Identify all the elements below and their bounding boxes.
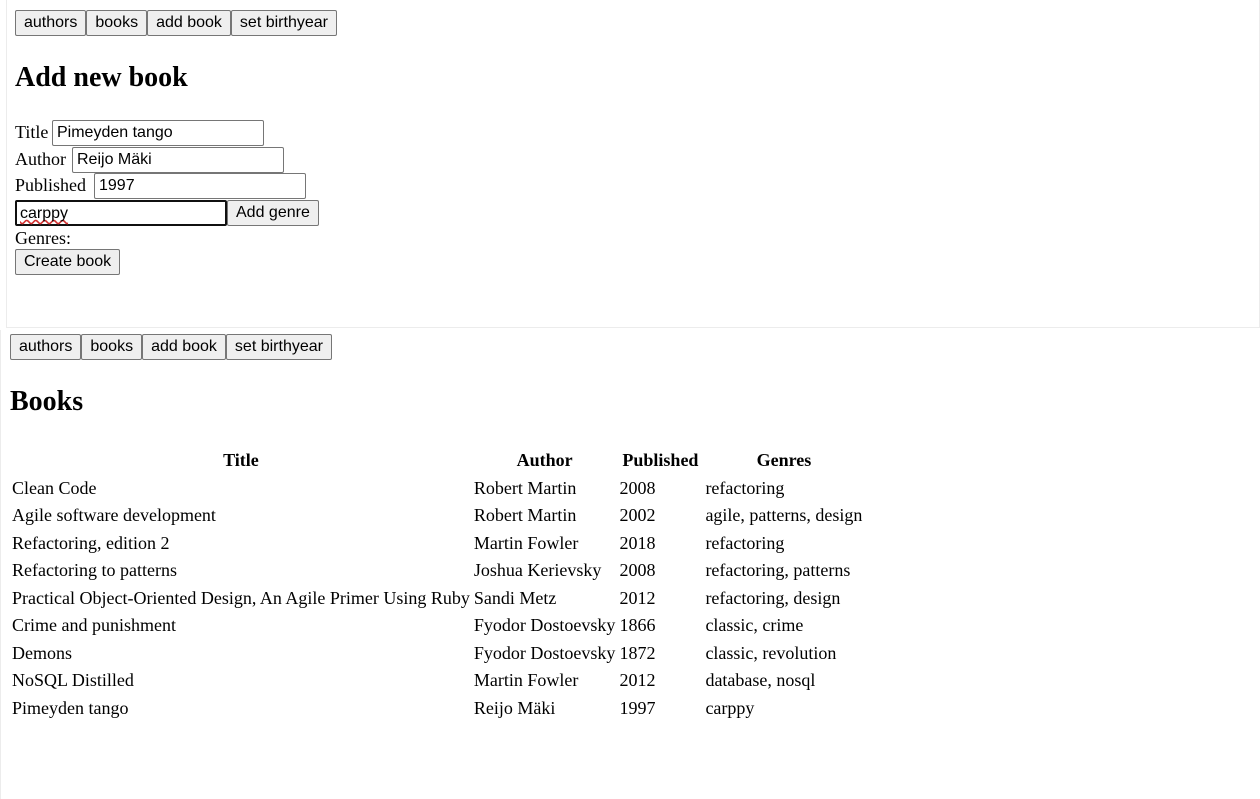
table-row (10, 639, 864, 667)
genre-input-text: carppy (20, 205, 69, 222)
book-author-cell: Fyodor Dostoevsky (473, 642, 616, 663)
nav-books-button[interactable]: books (86, 10, 147, 36)
book-author-cell: Robert Martin (473, 505, 577, 526)
book-author-cell: Sandi Metz (473, 587, 557, 608)
book-published-cell: 2008 (619, 560, 656, 581)
column-header-genres: Genres (756, 450, 812, 470)
top-nav (15, 10, 337, 36)
book-title-cell: Pimeyden tango (12, 697, 129, 718)
book-title-cell: Agile software development (12, 505, 216, 526)
table-row (10, 667, 864, 695)
book-genres-cell: database, nosql (705, 670, 816, 691)
published-label: Published (15, 175, 87, 195)
title-input[interactable] (52, 120, 264, 146)
table-row (10, 529, 864, 557)
nav-set-birthyear-button[interactable]: set birthyear (231, 10, 337, 36)
books-title: Books (10, 386, 84, 417)
title-label: Title (15, 122, 49, 142)
book-author-cell: Robert Martin (473, 477, 577, 498)
genres-label: Genres: (15, 228, 71, 248)
nav-authors-button[interactable]: authors (15, 10, 86, 36)
table-row (10, 584, 864, 612)
book-published-cell: 1997 (619, 697, 656, 718)
column-header-title: Title (223, 450, 259, 470)
book-published-cell: 1866 (619, 615, 656, 636)
nav-add-book-button[interactable]: add book (142, 334, 226, 360)
book-genres-cell: agile, patterns, design (705, 505, 863, 526)
book-title-cell: Refactoring, edition 2 (12, 532, 170, 553)
column-header-published: Published (622, 450, 699, 470)
book-author-cell: Martin Fowler (473, 670, 579, 691)
book-title-cell: Demons (12, 642, 72, 663)
book-published-cell: 2012 (619, 587, 656, 608)
book-genres-cell: refactoring (705, 477, 785, 498)
book-genres-cell: refactoring, patterns (705, 560, 851, 581)
book-author-cell: Martin Fowler (473, 532, 579, 553)
table-row (10, 557, 864, 585)
books-table (10, 447, 864, 722)
nav-books-button[interactable]: books (81, 334, 142, 360)
book-title-cell: Refactoring to patterns (12, 560, 177, 581)
book-genres-cell: carppy (705, 697, 755, 718)
book-author-cell: Joshua Kerievsky (473, 560, 602, 581)
genre-input[interactable] (15, 200, 227, 226)
table-row (10, 474, 864, 502)
book-title-cell: Practical Object-Oriented Design, An Agile Primer Using Ruby (12, 587, 470, 608)
nav-set-birthyear-button[interactable]: set birthyear (226, 334, 332, 360)
book-genres-cell: classic, revolution (705, 642, 837, 663)
book-author-cell: Fyodor Dostoevsky (473, 615, 616, 636)
book-author-cell: Reijo Mäki (473, 697, 556, 718)
book-published-cell: 2008 (619, 477, 656, 498)
book-published-cell: 1872 (619, 642, 656, 663)
books-table-body (10, 474, 864, 722)
book-title-cell: NoSQL Distilled (12, 670, 134, 691)
nav-authors-button[interactable]: authors (10, 334, 81, 360)
column-header-author: Author (516, 450, 573, 470)
table-header-row (10, 447, 864, 474)
add-genre-button[interactable]: Add genre (227, 200, 319, 226)
author-input[interactable] (72, 147, 284, 173)
book-published-cell: 2018 (619, 532, 656, 553)
bottom-nav (10, 334, 332, 360)
book-title-cell: Clean Code (12, 477, 97, 498)
table-row (10, 612, 864, 640)
book-genres-cell: refactoring, design (705, 587, 841, 608)
book-genres-cell: refactoring (705, 532, 785, 553)
table-row (10, 694, 864, 722)
book-title-cell: Crime and punishment (12, 615, 176, 636)
published-input[interactable] (94, 173, 306, 199)
page-title: Add new book (15, 62, 188, 93)
book-genres-cell: classic, crime (705, 615, 804, 636)
nav-add-book-button[interactable]: add book (147, 10, 231, 36)
book-published-cell: 2012 (619, 670, 656, 691)
create-book-button[interactable]: Create book (15, 249, 120, 275)
book-published-cell: 2002 (619, 505, 656, 526)
table-row (10, 502, 864, 530)
author-label: Author (15, 149, 66, 169)
